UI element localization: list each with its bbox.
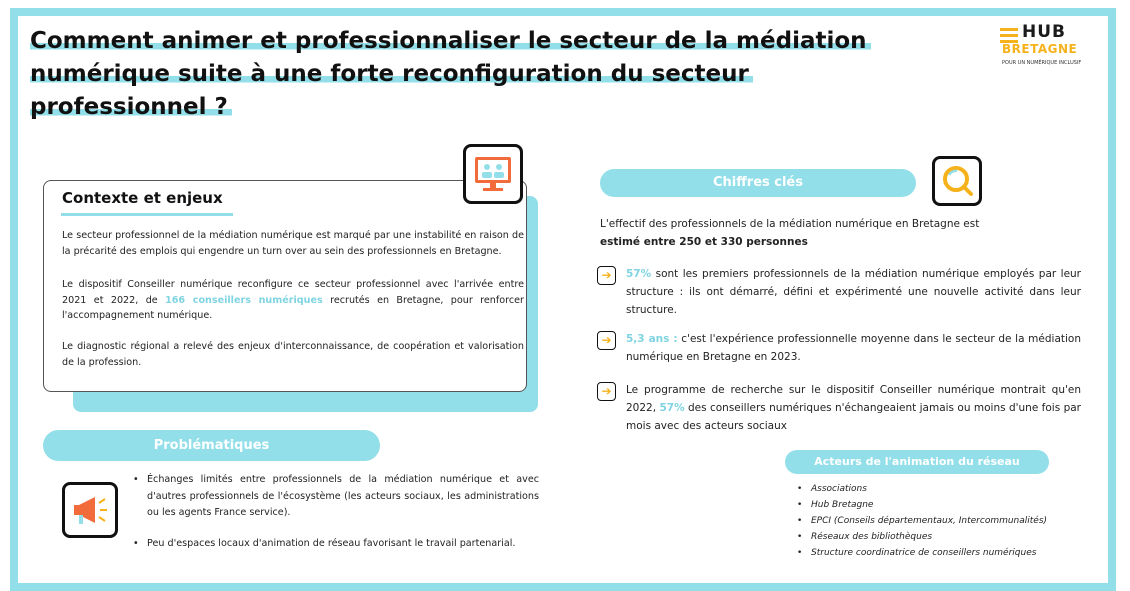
logo-text-hub: HUB [1022, 22, 1066, 42]
effectif-estimate: estimé entre 250 et 330 personnes [600, 236, 808, 248]
video-conference-icon [463, 144, 523, 204]
contexte-underline [61, 213, 233, 216]
list-item: • Échanges limités entre professionnels de la médiation numérique et avec d'autres professionnels de l'écosystème (les acteurs sociaux, les administrations ou les agents France service). [133, 472, 539, 522]
arrow-right-icon: ➔ [597, 331, 616, 350]
problematiques-list [133, 472, 539, 552]
contexte-paragraph-3: Le diagnostic régional a relevé des enjeux d'interconnaissance, de coopération et valorisation de la profession. [62, 341, 524, 368]
list-item: • Peu d'espaces locaux d'animation de réseau favorisant le travail partenarial. [133, 536, 539, 553]
arrow-right-icon: ➔ [597, 382, 616, 401]
fact-item-1: ➔ 57% sont les premiers professionnels de la médiation numérique employés par leur structure : ils ont démarré, défini et expérimenté une nouvelle activité dans leur structure. [597, 265, 1081, 319]
conseillers-count: 166 conseillers numériques [165, 294, 323, 306]
logo-tagline: POUR UN NUMÉRIQUE INCLUSIF [1002, 60, 1082, 66]
chiffres-pill: Chiffres clés [600, 169, 916, 197]
list-item: • Hub Bretagne [797, 497, 1047, 513]
contexte-heading: Contexte et enjeux [62, 189, 223, 207]
list-item: • Structure coordinatrice de conseillers numériques [797, 545, 1047, 561]
list-item: • EPCI (Conseils départementaux, Intercommunalités) [797, 513, 1047, 529]
list-item: • Réseaux des bibliothèques [797, 529, 1047, 545]
contexte-paragraph-1: Le secteur professionnel de la médiation numérique est marqué par une instabilité en raison de la précarité des emplois qui engendre un turn over au sein des professionnels en Bretagne. [62, 230, 524, 257]
acteurs-list [797, 481, 1047, 561]
chiffres-intro: L'effectif des professionnels de la médiation numérique en Bretagne est estimé entre 250 et 330 personnes [600, 218, 980, 248]
arrow-right-icon: ➔ [597, 266, 616, 285]
page-title: Comment animer et professionnaliser le secteur de la médiation numérique suite à une forte reconfiguration du secteur professionnel ? [30, 25, 910, 124]
problematiques-pill: Problématiques [43, 430, 380, 461]
fact-item-3: ➔ Le programme de recherche sur le dispositif Conseiller numérique montrait qu'en 2022, 57% des conseillers numériques n'échangeaient jamais ou moins d'une fois par mois avec des acteurs sociaux [597, 381, 1081, 435]
acteurs-pill: Acteurs de l'animation du réseau [785, 450, 1049, 474]
hub-bretagne-logo [1000, 22, 1080, 72]
fact-item-2: ➔ 5,3 ans : c'est l'expérience professionnelle moyenne dans le secteur de la médiation numérique en Bretagne en 2023. [597, 330, 1081, 366]
contexte-card [43, 180, 527, 392]
list-item: • Associations [797, 481, 1047, 497]
megaphone-icon [62, 482, 118, 538]
logo-text-bretagne: BRETAGNE [1002, 42, 1078, 56]
contexte-paragraph-2: Le dispositif Conseiller numérique reconfigure ce secteur professionnel avec l'arrivée entre 2021 et 2022, de 166 conseillers numériques recrutés en Bretagne, pour renforcer l'accompagnement numérique. [62, 279, 524, 321]
magnifier-icon [932, 156, 982, 206]
